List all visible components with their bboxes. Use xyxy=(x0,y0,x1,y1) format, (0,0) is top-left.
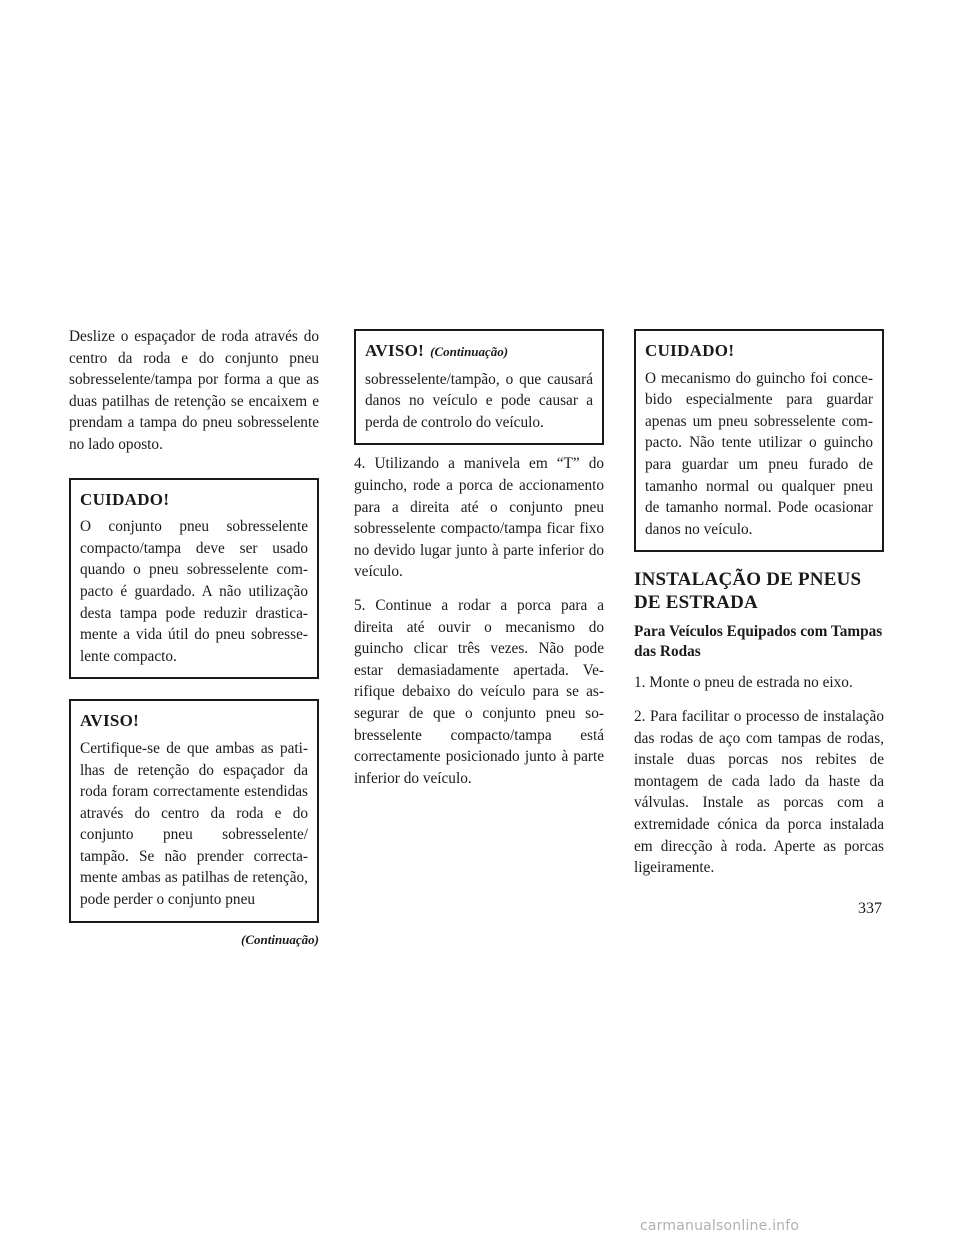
caution-mechanism-title: CUIDADO! xyxy=(645,341,735,360)
caution-text: O conjunto pneu sobresselente compacto/tampa deve ser usado quando o pneu sobresselente compacto é guardado. A não utilização desta tampa pode reduzir drasticamente a vida útil do pneu sobresselente compacto. xyxy=(80,518,308,665)
warning-continued-title xyxy=(365,340,593,363)
step-5: 5. Continue a rodar a porca para a direita até ouvir o mecanismo do guincho clicar três vezes. Não pode estar demasiadamente apertada. Verifique debaixo do veículo para se assegurar de que o conjunto pneu sobresselente compacto/tampa está correctamente posicionado junto à parte inferior do veículo. xyxy=(354,596,604,787)
warning-continued-label: (Continuação) xyxy=(430,344,509,359)
warning-continued-box xyxy=(354,329,604,445)
caution-mechanism-text: O mecanismo do guincho foi concebido especialmente para guardar apenas um pneu sobresselente compacto. Não tente utilizar o guincho para guardar um pneu furado de tamanho normal ou qualquer pneu de tamanho normal. Pode ocasionar danos no veículo. xyxy=(645,369,873,538)
column-right xyxy=(634,329,884,891)
warning-text: Certifique-se de que ambas as patilhas de retenção do espaçador da roda foram correctamente estendidas através do centro da roda e do conjunto pneu sobresselente/ tampão. Se não prender correctamente ambas as patilhas de retenção, pode perder o conjunto pneu xyxy=(80,739,308,909)
subheading: Para Veículos Equipados com Tampas das Rodas xyxy=(634,623,883,661)
warning-continued-text: sobresselente/tampão, o que causará danos no veículo e pode causar a perda de controlo do veículo. xyxy=(365,370,593,431)
step-4: 4. Utilizando a manivela em “T” do guincho, rode a porca de accionamento para a direita até o conjunto pneu sobresselente compacto/tampa ficar fixo no devido lugar junto à parte inferior do veículo. xyxy=(354,455,604,581)
step-2: 2. Para facilitar o processo de instalação das rodas de aço com tampas de rodas, instale duas porcas nos rebites de montagem de cada lado da haste da válvulas. Instale as porcas com a extremidade cónica da porca instalada em direcção à roda. Aperte as porcas ligeiramente. xyxy=(634,707,884,877)
warning-continued-title-text: AVISO! xyxy=(365,341,425,360)
caution-box-mechanism xyxy=(634,329,884,552)
warning-box xyxy=(69,699,319,922)
step-1: 1. Monte o pneu de estrada no eixo. xyxy=(634,674,853,692)
column-middle xyxy=(354,329,604,801)
page-number: 337 xyxy=(858,900,882,917)
caution-box xyxy=(69,478,319,680)
footer-watermark: carmanualsonline.info xyxy=(640,1218,800,1234)
intro-paragraph: Deslize o espaçador de roda através do centro da roda e do conjunto pneu sobresselente/tampa por forma a que as duas patilhas de retenção se encaixem e prendam a tampa do pneu sobresselente no lado oposto. xyxy=(69,328,319,453)
warning-title: AVISO! xyxy=(80,711,140,731)
continued-note: (Continuação) xyxy=(240,931,319,947)
column-left xyxy=(69,326,319,950)
caution-title: CUIDADO! xyxy=(80,489,170,509)
section-title: INSTALAÇÃO DE PNEUS DE ESTRADA xyxy=(634,569,862,614)
